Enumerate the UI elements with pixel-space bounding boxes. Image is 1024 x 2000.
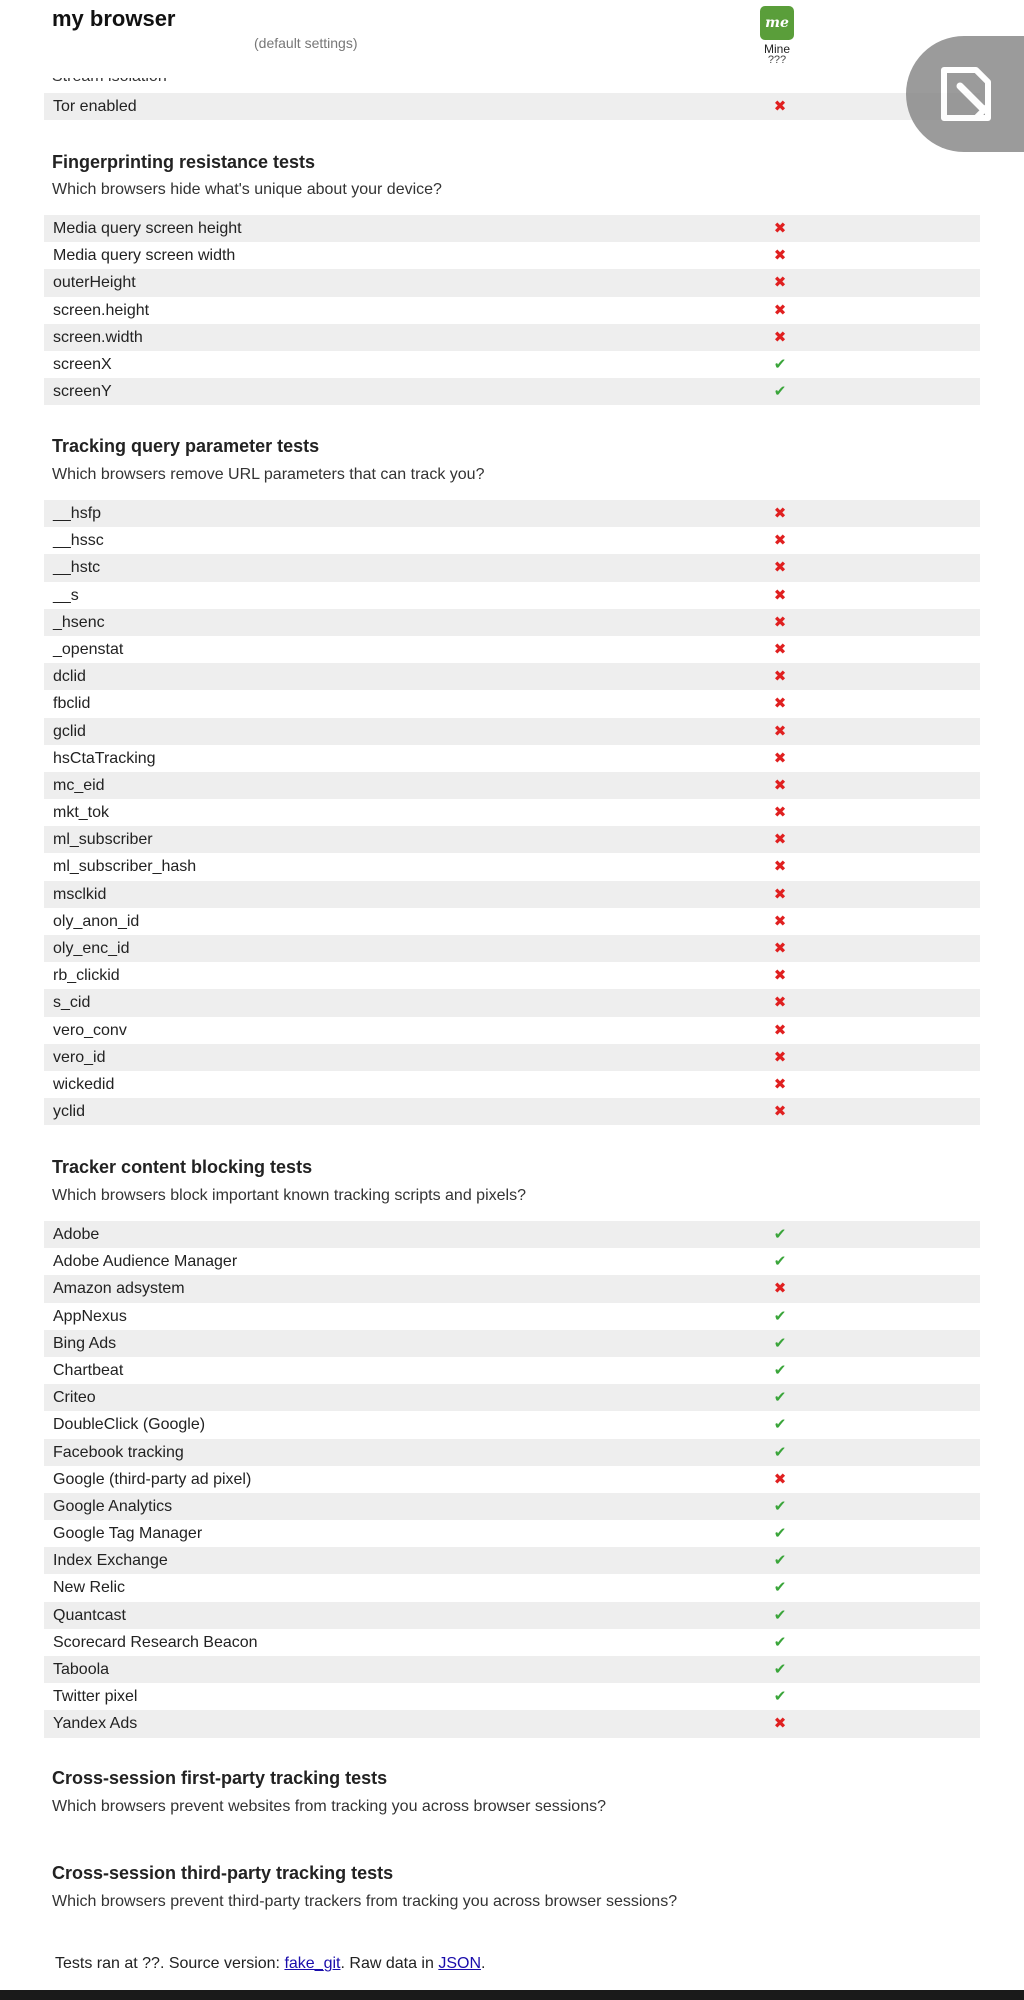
cross-icon[interactable]: ✖ [773, 640, 787, 658]
table-row[interactable] [44, 799, 980, 826]
check-icon[interactable]: ✔ [773, 383, 787, 401]
cross-icon[interactable]: ✖ [773, 912, 787, 930]
test-name: __hssc [53, 532, 104, 550]
check-icon[interactable]: ✔ [773, 1552, 787, 1570]
section-description: Which browsers hide what's unique about your device? [52, 181, 442, 198]
cross-icon[interactable]: ✖ [773, 858, 787, 876]
section-title: Tracking query parameter tests [52, 436, 320, 456]
browser-name: Mine [763, 42, 790, 56]
table-row[interactable] [44, 215, 980, 242]
test-name: _hsenc [53, 613, 105, 631]
check-icon[interactable]: ✔ [773, 1334, 787, 1352]
table-row[interactable] [44, 1602, 980, 1629]
cross-icon[interactable]: ✖ [773, 1075, 787, 1093]
cross-icon[interactable]: ✖ [773, 776, 787, 794]
table-row[interactable] [44, 1357, 980, 1384]
table-row[interactable] [44, 1221, 980, 1248]
test-name: oly_enc_id [53, 940, 130, 957]
table-row[interactable] [44, 908, 980, 935]
cross-icon[interactable]: ✖ [773, 220, 787, 237]
cross-icon[interactable]: ✖ [773, 831, 787, 849]
test-name: Yandex Ads [53, 1715, 138, 1733]
check-icon[interactable]: ✔ [773, 1661, 787, 1678]
check-icon[interactable]: ✔ [773, 1606, 787, 1624]
table-row[interactable] [44, 1629, 980, 1656]
test-name: New Relic [53, 1579, 126, 1597]
test-name: Adobe [53, 1226, 100, 1243]
test-name: Facebook tracking [53, 1443, 184, 1461]
cross-icon[interactable]: ✖ [773, 247, 787, 265]
test-name: DoubleClick (Google) [53, 1416, 206, 1434]
page-title: my browser [52, 6, 176, 31]
cross-icon[interactable]: ✖ [773, 613, 787, 631]
cross-icon[interactable]: ✖ [773, 1280, 787, 1298]
cross-icon[interactable]: ✖ [773, 940, 787, 957]
table-row[interactable] [44, 378, 980, 405]
table-row[interactable] [44, 582, 980, 609]
check-icon[interactable]: ✔ [773, 1497, 787, 1515]
cross-icon[interactable]: ✖ [773, 1103, 787, 1121]
floating-action-button[interactable] [906, 36, 1024, 152]
footer [55, 1955, 485, 1973]
table-row[interactable] [44, 718, 980, 745]
section-description: Which browsers remove URL parameters that can track you? [52, 466, 485, 483]
cross-icon[interactable]: ✖ [773, 695, 787, 713]
test-name: fbclid [53, 695, 91, 713]
table-row[interactable] [44, 1330, 980, 1357]
cross-icon[interactable]: ✖ [773, 1470, 787, 1488]
table-row[interactable] [44, 269, 980, 296]
table-row[interactable] [44, 636, 980, 663]
table-row[interactable] [44, 1275, 980, 1302]
table-row[interactable] [44, 609, 980, 636]
check-icon[interactable]: ✔ [773, 1525, 787, 1543]
test-name: Criteo [53, 1389, 96, 1407]
test-name: mc_eid [53, 776, 105, 794]
test-name: oly_anon_id [53, 912, 140, 930]
check-icon[interactable]: ✔ [773, 1226, 787, 1243]
check-icon[interactable]: ✔ [773, 1688, 787, 1706]
check-icon[interactable]: ✔ [773, 1389, 787, 1407]
table-row[interactable] [44, 351, 980, 378]
test-name: Google Tag Manager [53, 1525, 203, 1543]
browser-logo-icon[interactable]: me [760, 6, 794, 40]
test-name: Media query screen height [53, 220, 242, 237]
test-name: outerHeight [53, 274, 136, 292]
table-row[interactable] [44, 690, 980, 717]
test-name: screenY [53, 383, 112, 401]
cross-icon[interactable]: ✖ [773, 301, 787, 319]
section-title: Cross-session third-party tracking tests [52, 1863, 394, 1883]
cross-icon[interactable]: ✖ [773, 1048, 787, 1066]
table-row[interactable] [44, 1547, 980, 1574]
test-name: Scorecard Research Beacon [53, 1633, 258, 1651]
test-name: ml_subscriber [53, 831, 153, 849]
footer-middle: . Raw data in [340, 1955, 439, 1972]
results-table [44, 215, 980, 405]
table-row[interactable] [44, 297, 980, 324]
table-row[interactable] [44, 745, 980, 772]
cross-icon[interactable]: ✖ [773, 722, 787, 740]
cross-icon[interactable]: ✖ [773, 1715, 787, 1733]
table-row[interactable] [44, 1439, 980, 1466]
section-description: Which browsers block important known tracking scripts and pixels? [52, 1187, 526, 1204]
table-row[interactable] [44, 1493, 980, 1520]
browser-column-header[interactable] [755, 6, 799, 66]
cross-icon[interactable]: ✖ [773, 586, 787, 604]
test-name: rb_clickid [53, 967, 120, 985]
check-icon[interactable]: ✔ [773, 1633, 787, 1651]
test-name: wickedid [53, 1075, 115, 1093]
check-icon[interactable]: ✔ [773, 355, 787, 373]
test-name: Tor enabled [53, 98, 137, 115]
test-name: screenX [53, 355, 112, 373]
table-row[interactable] [44, 1411, 980, 1438]
cross-icon[interactable]: ✖ [773, 994, 787, 1012]
test-name: Taboola [53, 1661, 110, 1678]
footer-suffix: . [481, 1955, 486, 1972]
cross-icon[interactable]: ✖ [773, 668, 787, 686]
test-name: _openstat [53, 640, 124, 658]
test-name: Adobe Audience Manager [53, 1253, 238, 1271]
section-description: Which browsers prevent third-party trackers from tracking you across browser sessions? [52, 1893, 678, 1910]
cross-icon[interactable]: ✖ [773, 1021, 787, 1039]
table-row[interactable] [44, 500, 980, 527]
test-name: __hstc [53, 559, 101, 577]
table-row[interactable] [44, 1071, 980, 1098]
edit-note-icon [936, 64, 996, 124]
section-title: Cross-session first-party tracking tests [52, 1768, 388, 1788]
test-name: Quantcast [53, 1606, 126, 1624]
test-name: Chartbeat [53, 1361, 124, 1379]
test-name: screen.height [53, 301, 150, 319]
test-name: dclid [53, 668, 86, 686]
section-title: Fingerprinting resistance tests [52, 152, 316, 172]
check-icon[interactable]: ✔ [773, 1307, 787, 1325]
table-row[interactable] [44, 989, 980, 1016]
cross-icon[interactable]: ✖ [773, 274, 787, 292]
footer-prefix: Tests ran at ??. Source version: [55, 1955, 285, 1972]
cross-icon[interactable]: ✖ [773, 532, 787, 550]
table-row[interactable] [44, 324, 980, 351]
table-row[interactable] [44, 826, 980, 853]
cross-icon[interactable]: ✖ [773, 885, 787, 903]
table-row[interactable] [44, 1520, 980, 1547]
test-name: Bing Ads [53, 1334, 117, 1352]
cross-icon[interactable]: ✖ [773, 559, 787, 577]
table-row[interactable] [44, 1098, 980, 1125]
browser-version: ??? [767, 54, 787, 66]
test-name: Index Exchange [53, 1552, 168, 1570]
table-row[interactable] [44, 93, 980, 120]
table-row[interactable] [44, 1710, 980, 1737]
source-version-link[interactable]: fake_git [284, 1955, 341, 1972]
test-name: ml_subscriber_hash [53, 858, 197, 876]
json-data-link[interactable]: JSON [438, 1955, 481, 1972]
cross-icon[interactable]: ✖ [773, 749, 787, 767]
table-row[interactable] [44, 1384, 980, 1411]
bottom-bar [0, 1990, 1024, 2000]
test-name: gclid [53, 722, 86, 740]
section-title: Tracker content blocking tests [52, 1157, 313, 1177]
test-name: Media query screen width [53, 247, 236, 265]
table-row[interactable] [44, 772, 980, 799]
header [0, 0, 1024, 78]
test-name: hsCtaTracking [53, 749, 156, 767]
test-name: __s [53, 586, 79, 604]
test-name: __hsfp [53, 505, 102, 522]
test-name: vero_conv [53, 1021, 127, 1039]
results-table [44, 93, 980, 120]
table-row[interactable] [44, 1683, 980, 1710]
section-description: Which browsers prevent websites from tracking you across browser sessions? [52, 1798, 606, 1815]
test-name: AppNexus [53, 1307, 127, 1325]
test-name: msclkid [53, 885, 107, 903]
cross-icon[interactable]: ✖ [773, 505, 787, 522]
test-name: Amazon adsystem [53, 1280, 185, 1298]
check-icon[interactable]: ✔ [773, 1579, 787, 1597]
table-row[interactable] [44, 1466, 980, 1493]
test-name: Google Analytics [53, 1497, 173, 1515]
check-icon[interactable]: ✔ [773, 1443, 787, 1461]
table-row[interactable] [44, 935, 980, 962]
table-row[interactable] [44, 1248, 980, 1275]
test-name: screen.width [53, 328, 143, 346]
table-row[interactable] [44, 1656, 980, 1683]
test-name: Google (third-party ad pixel) [53, 1470, 252, 1488]
table-row[interactable] [44, 1017, 980, 1044]
cross-icon[interactable]: ✖ [773, 804, 787, 822]
cross-icon[interactable]: ✖ [773, 328, 787, 346]
test-name: yclid [53, 1103, 86, 1121]
table-row[interactable] [44, 527, 980, 554]
table-row[interactable] [44, 663, 980, 690]
table-row[interactable] [44, 962, 980, 989]
check-icon[interactable]: ✔ [773, 1416, 787, 1434]
check-icon[interactable]: ✔ [773, 1253, 787, 1271]
test-name: mkt_tok [53, 804, 110, 822]
table-row[interactable] [44, 1574, 980, 1601]
test-name: Twitter pixel [53, 1688, 138, 1706]
cross-icon[interactable]: ✖ [773, 98, 787, 115]
results-table [44, 500, 980, 1125]
table-row[interactable] [44, 853, 980, 880]
table-row[interactable] [44, 242, 980, 269]
results-table [44, 1221, 980, 1738]
table-row[interactable] [44, 881, 980, 908]
table-row[interactable] [44, 1303, 980, 1330]
settings-subtitle: (default settings) [254, 35, 358, 51]
test-name: s_cid [53, 994, 91, 1012]
cross-icon[interactable]: ✖ [773, 967, 787, 985]
table-row[interactable] [44, 1044, 980, 1071]
test-name: vero_id [53, 1048, 106, 1066]
table-row[interactable] [44, 554, 980, 581]
check-icon[interactable]: ✔ [773, 1361, 787, 1379]
